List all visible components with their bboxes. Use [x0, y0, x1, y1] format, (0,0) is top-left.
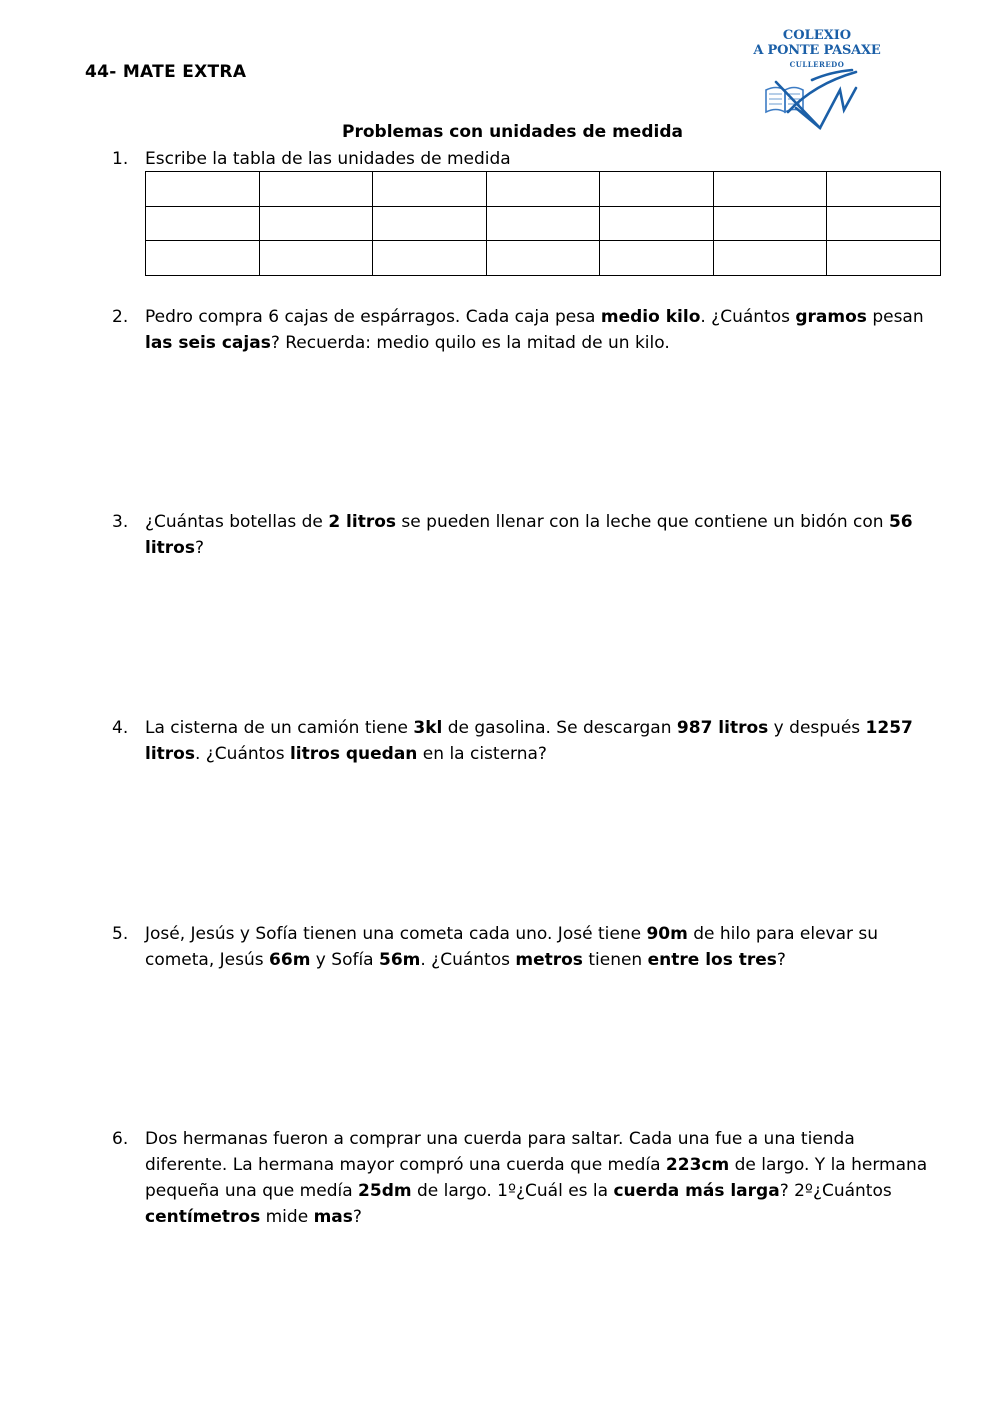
text-run: mide: [260, 1207, 314, 1227]
problem-text: [145, 921, 942, 973]
table-cell[interactable]: [827, 172, 941, 207]
table-cell[interactable]: [146, 172, 260, 207]
bold-text: medio kilo: [600, 307, 701, 327]
text-run: de hilo para elevar su cometa, Jesús: [145, 924, 879, 970]
logo-text-line3: CULLEREDO: [789, 60, 845, 69]
problem-6: [112, 1126, 942, 1230]
logo-text-line1: COLEXIO: [782, 28, 852, 43]
bold-text: las seis cajas: [145, 333, 271, 353]
bold-text: 1257 litros: [145, 718, 913, 764]
table-cell[interactable]: [373, 241, 487, 276]
problem-1: [112, 146, 942, 172]
table-cell[interactable]: [373, 206, 487, 241]
text-run: . ¿Cuántos: [700, 307, 796, 327]
text-run: tienen: [582, 950, 648, 970]
text-run: ? Recuerda: medio quilo es la mitad de un kilo.: [270, 333, 670, 353]
text-run: de gasolina. Se descargan: [442, 718, 677, 738]
bold-text: entre los tres: [647, 950, 777, 970]
table-cell[interactable]: [146, 206, 260, 241]
text-run: . ¿Cuántos: [420, 950, 516, 970]
text-run: ?: [352, 1207, 362, 1227]
table-cell[interactable]: [486, 206, 600, 241]
table-row: [146, 241, 941, 276]
bold-text: 56 litros: [145, 512, 913, 558]
text-run: en la cisterna?: [417, 744, 547, 764]
table-cell[interactable]: [259, 241, 373, 276]
bold-text: 987 litros: [676, 718, 769, 738]
bold-text: mas: [313, 1207, 353, 1227]
bold-text: 66m: [269, 950, 311, 970]
bold-text: 90m: [646, 924, 688, 944]
text-run: Escribe la tabla de las unidades de medida: [145, 149, 511, 169]
bold-text: litros quedan: [289, 744, 418, 764]
text-run: Dos hermanas fueron a comprar una cuerda para saltar. Cada una fue a una tienda diferente. La hermana mayor compró una cuerda que medía: [145, 1129, 855, 1175]
text-run: ¿Cuántas botellas de: [145, 512, 329, 532]
bold-text: 56m: [379, 950, 421, 970]
table-cell[interactable]: [486, 241, 600, 276]
text-run: . ¿Cuántos: [194, 744, 290, 764]
problem-number: 6.: [112, 1129, 129, 1149]
problem-2: [112, 304, 942, 356]
problem-number: 2.: [112, 307, 129, 327]
text-run: ?: [194, 538, 204, 558]
bold-text: gramos: [795, 307, 867, 327]
table-cell[interactable]: [486, 172, 600, 207]
table-cell[interactable]: [373, 172, 487, 207]
table-cell[interactable]: [713, 206, 827, 241]
table-cell[interactable]: [827, 206, 941, 241]
table-cell[interactable]: [600, 206, 714, 241]
worksheet-title: Problemas con unidades de medida: [342, 122, 683, 142]
problem-text: [145, 146, 942, 172]
worksheet-code: 44- MATE EXTRA: [85, 62, 247, 82]
text-run: de largo. Y la hermana pequeña una que medía: [145, 1155, 928, 1201]
text-run: y Sofía: [310, 950, 379, 970]
text-run: ?: [776, 950, 786, 970]
problem-text: [145, 509, 942, 561]
table-cell[interactable]: [600, 172, 714, 207]
problem-number: 1.: [112, 149, 129, 169]
bold-text: centímetros: [145, 1207, 261, 1227]
problem-text: [145, 715, 942, 767]
text-run: Pedro compra 6 cajas de espárragos. Cada caja pesa: [145, 307, 601, 327]
bold-text: metros: [515, 950, 583, 970]
table-cell[interactable]: [713, 172, 827, 207]
text-run: La cisterna de un camión tiene: [145, 718, 414, 738]
problem-text: [145, 304, 942, 356]
problem-4: [112, 715, 942, 767]
logo-text-line2: A PONTE PASAXE: [753, 43, 881, 58]
table-cell[interactable]: [146, 241, 260, 276]
text-run: ? 2º¿Cuántos: [779, 1181, 892, 1201]
problem-number: 4.: [112, 718, 129, 738]
bold-text: cuerda más larga: [613, 1181, 780, 1201]
table-cell[interactable]: [827, 241, 941, 276]
bold-text: 25dm: [358, 1181, 412, 1201]
problem-3: [112, 509, 942, 561]
problem-number: 3.: [112, 512, 129, 532]
bold-text: 223cm: [665, 1155, 730, 1175]
table-cell[interactable]: [259, 206, 373, 241]
problem-5: [112, 921, 942, 973]
text-run: y después: [768, 718, 866, 738]
table-cell[interactable]: [600, 241, 714, 276]
units-table: [145, 171, 941, 276]
bold-text: 2 litros: [328, 512, 397, 532]
bold-text: 3kl: [413, 718, 443, 738]
text-run: de largo. 1º¿Cuál es la: [411, 1181, 614, 1201]
problem-text: [145, 1126, 942, 1230]
table-row: [146, 206, 941, 241]
text-run: José, Jesús y Sofía tienen una cometa cada uno. José tiene: [145, 924, 647, 944]
table-row: [146, 172, 941, 207]
text-run: se pueden llenar con la leche que contiene un bidón con: [396, 512, 889, 532]
table-cell[interactable]: [259, 172, 373, 207]
table-cell[interactable]: [713, 241, 827, 276]
text-run: pesan: [866, 307, 924, 327]
problem-number: 5.: [112, 924, 129, 944]
